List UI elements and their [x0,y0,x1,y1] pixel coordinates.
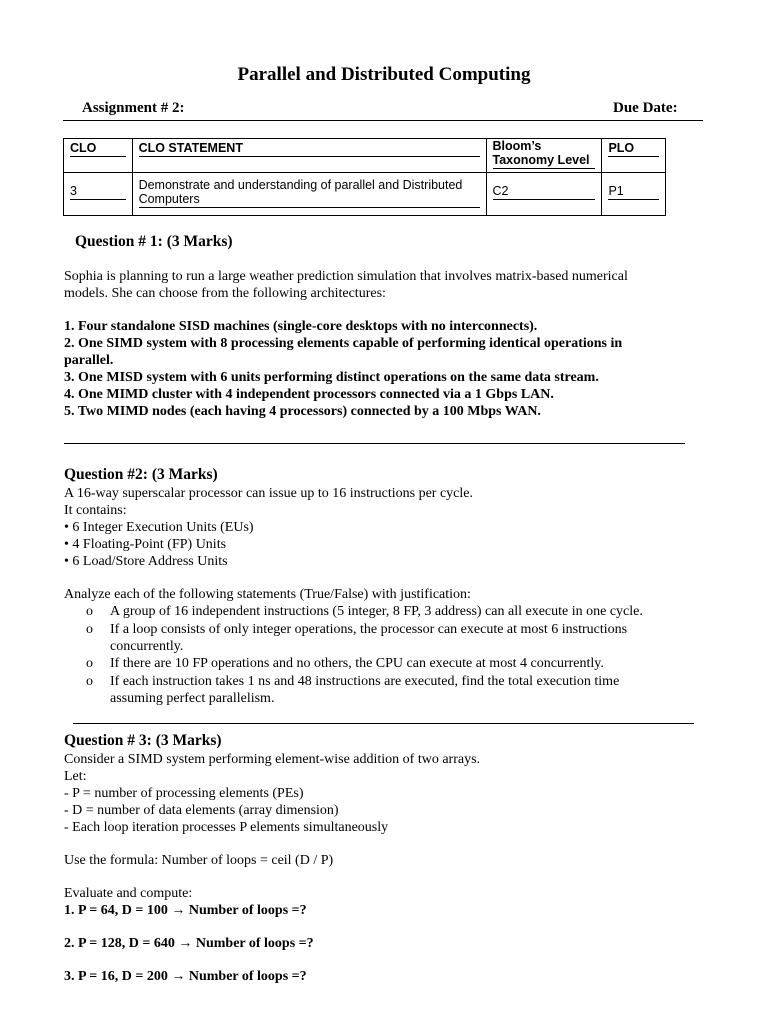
clo-statement-header: CLO STATEMENT [139,141,480,157]
question3-line: - P = number of processing elements (PEs) [64,786,304,801]
clo-table-header-row [64,139,666,173]
question2-statement: If there are 10 FP operations and no others, the CPU can execute at most 4 concurrently. [110,656,604,671]
question1-option: 2. One SIMD system with 8 processing elements capable of performing identical operations in [64,336,623,351]
question1-option: parallel. [64,353,114,368]
question2-heading: Question #2: (3 Marks) [64,466,218,483]
question3-line: - Each loop iteration processes P elements simultaneously [64,820,389,835]
question2-line: • 6 Integer Execution Units (EUs) [64,520,254,535]
question3-heading: Question # 3: (3 Marks) [64,732,222,749]
question1-option: 1. Four standalone SISD machines (single-core desktops with no interconnects). [64,319,538,334]
clo-value: 3 [70,184,126,200]
question3-item: 3. P = 16, D = 200 → Number of loops =? [64,969,307,984]
clo-table-row [64,173,666,216]
section-divider [73,723,694,724]
bullet-icon: o [86,674,93,689]
question1-intro-line1: Sophia is planning to run a large weather prediction simulation that involves matrix-based numerical [64,269,628,284]
bullet-icon: o [86,656,93,671]
plo-header: PLO [608,141,659,157]
section-divider [64,443,685,444]
question2-statement-cont: assuming perfect parallelism. [110,691,275,706]
question2-analyze: Analyze each of the following statements (True/False) with justification: [64,587,471,602]
clo-statement-line2: Computers [139,192,480,208]
clo-table [63,138,666,216]
question1-option: 5. Two MIMD nodes (each having 4 processors) connected by a 100 Mbps WAN. [64,404,541,419]
bloom-level-value: C2 [493,184,596,200]
question2-line: It contains: [64,503,127,518]
question2-statement: If each instruction takes 1 ns and 48 instructions are executed, find the total execution time [110,674,620,689]
taxonomy-level-header: Taxonomy Level [493,153,596,169]
question3-item: 2. P = 128, D = 640 → Number of loops =? [64,936,314,951]
question1-intro-line2: models. She can choose from the following architectures: [64,286,386,301]
question2-line: • 6 Load/Store Address Units [64,554,228,569]
clo-header: CLO [70,141,126,157]
clo-statement-line1: Demonstrate and understanding of parallel and Distributed [138,178,463,192]
question1-option: 4. One MIMD cluster with 4 independent processors connected via a 1 Gbps LAN. [64,387,554,402]
question2-line: • 4 Floating-Point (FP) Units [64,537,227,552]
question1-heading: Question # 1: (3 Marks) [75,233,233,250]
bullet-icon: o [86,622,93,637]
blooms-header: Bloom’s [492,139,542,153]
question2-statement: If a loop consists of only integer operations, the processor can execute at most 6 instructions [110,622,628,637]
question1-option: 3. One MISD system with 6 units performing distinct operations on the same data stream. [64,370,599,385]
question2-statement: A group of 16 independent instructions (5 integer, 8 FP, 3 address) can all execute in one cycle. [110,604,643,619]
question2-line: A 16-way superscalar processor can issue up to 16 instructions per cycle. [64,486,473,501]
question2-statement-cont: concurrently. [110,639,184,654]
bullet-icon: o [86,604,93,619]
question3-formula: Use the formula: Number of loops = ceil (D / P) [64,853,334,868]
question3-line: Let: [64,769,87,784]
due-date-label: Due Date: [613,100,678,116]
plo-value: P1 [608,184,659,200]
question3-item: 1. P = 64, D = 100 → Number of loops =? [64,903,307,918]
question3-line: - D = number of data elements (array dimension) [64,803,339,818]
question3-line: Consider a SIMD system performing element-wise addition of two arrays. [64,752,481,767]
header-divider [63,120,703,121]
question3-evaluate: Evaluate and compute: [64,886,193,901]
assignment-label: Assignment # 2: [82,100,185,116]
document-title: Parallel and Distributed Computing [237,64,531,85]
